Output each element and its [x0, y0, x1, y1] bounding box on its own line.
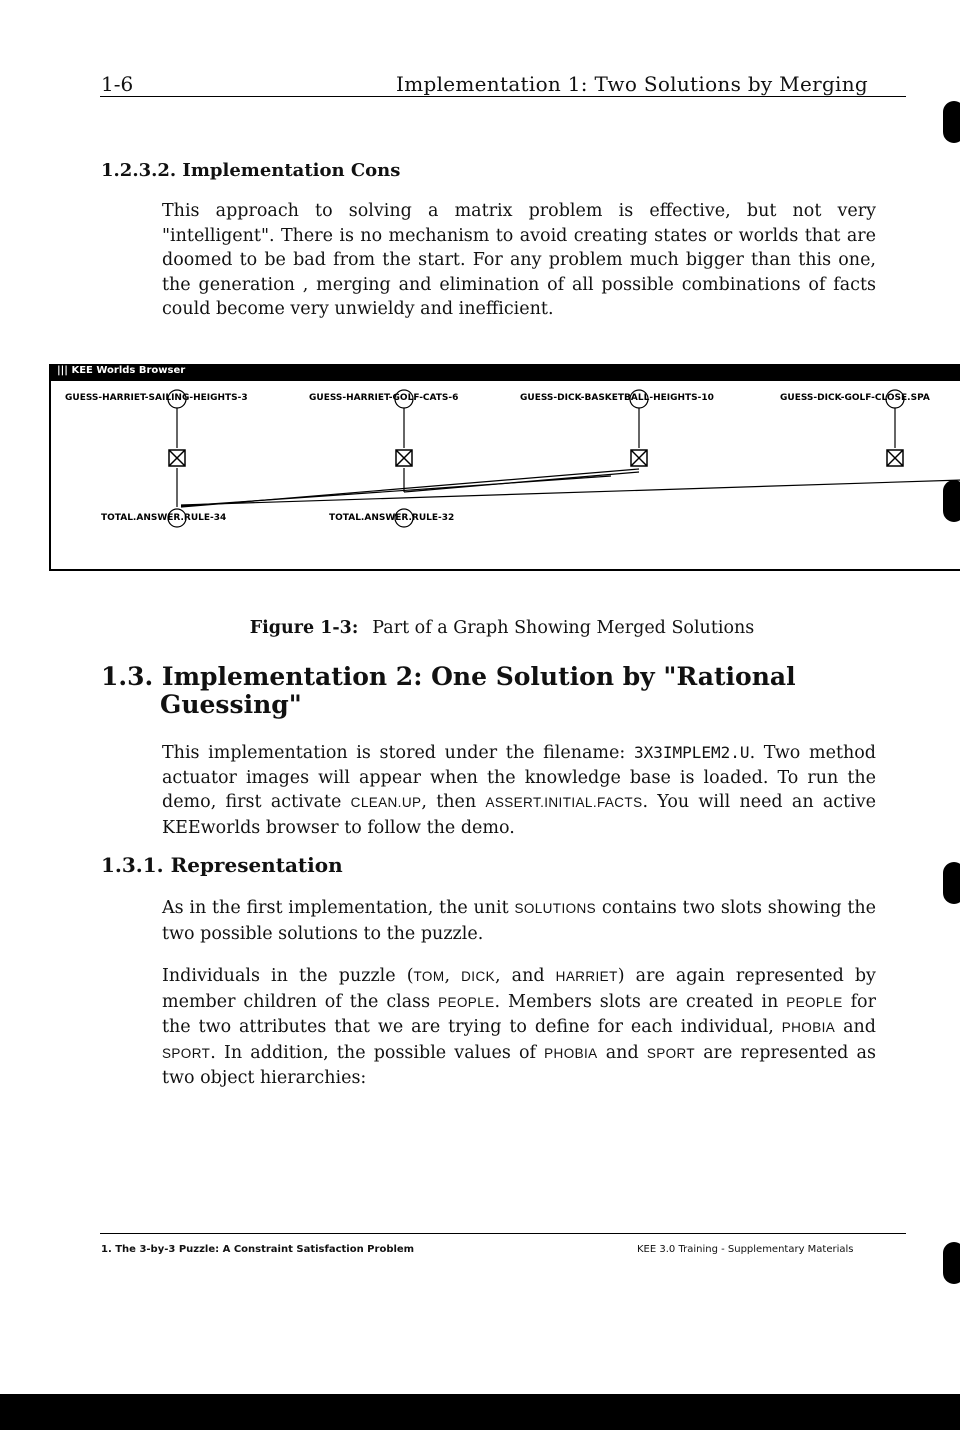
running-title: Implementation 1: Two Solutions by Merging — [396, 72, 869, 96]
world-node[interactable]: TOTAL.ANSWER.RULE-32 — [329, 513, 455, 523]
edge — [181, 480, 960, 505]
punch-hole — [943, 1242, 960, 1284]
method-assert-initial-facts: ASSERT.INITIAL.FACTS — [485, 795, 643, 810]
figure-label: Figure 1-3: — [249, 618, 359, 638]
header-rule — [100, 96, 906, 97]
page-number: 1-6 — [101, 72, 134, 96]
implementation2-paragraph: This implementation is stored under the filename: 3X3IMPLEM2.U. Two method actuator images will appear when the knowledge base is loaded. To run the demo, first activate CLEAN.UP, then ASSERT.INITIAL.FACTS. You will need an active KEEworlds browser to follow the demo. — [162, 743, 876, 838]
world-node[interactable]: TOTAL.ANSWER.RULE-34 — [101, 513, 227, 523]
world-node[interactable]: GUESS-DICK-BASKETBALL-HEIGHTS-10 — [520, 393, 714, 403]
representation-paragraph-2: Individuals in the puzzle (TOM, DICK, and HARRIET) are again represented by member children of the class PEOPLE. Members slots are created in PEOPLE for the two attributes that we are trying to define for each individual, PHOBIA and SPORT. In addition, the possible values of PHOBIA and SPORT are represented as two object hierarchies: — [162, 966, 876, 1088]
figure-caption — [0, 618, 960, 638]
merge-box-icon — [631, 450, 647, 466]
merge-box-icon — [887, 450, 903, 466]
world-node[interactable]: GUESS-HARRIET-GOLF-CATS-6 — [309, 393, 459, 403]
punch-hole — [943, 101, 960, 143]
footer-left: 1. The 3-by-3 Puzzle: A Constraint Satisfaction Problem — [101, 1244, 415, 1255]
scan-bottom-edge — [0, 1394, 960, 1430]
world-node[interactable]: GUESS-HARRIET-SAILING-HEIGHTS-3 — [65, 393, 248, 403]
footer-right: KEE 3.0 Training - Supplementary Materials — [637, 1244, 854, 1255]
section-heading-1232: 1.2.3.2. Implementation Cons — [101, 160, 401, 181]
representation-paragraph-1: As in the first implementation, the unit SOLUTIONS contains two slots showing the two possible solutions to the puzzle. — [162, 898, 876, 944]
edge — [181, 476, 611, 506]
window-title: ||| KEE Worlds Browser — [57, 365, 186, 376]
merge-box-icon — [396, 450, 412, 466]
class-people: PEOPLE — [438, 994, 495, 1010]
world-node[interactable]: GUESS-DICK-GOLF-CLOSE.SPA — [780, 393, 930, 403]
filename: 3X3IMPLEM2.U — [633, 743, 750, 762]
punch-hole — [943, 862, 960, 904]
section-heading-13-cont: Guessing" — [160, 690, 302, 719]
section-heading-131: 1.3.1. Representation — [101, 853, 343, 877]
merge-box-icon — [169, 450, 185, 466]
figure-caption-text: Part of a Graph Showing Merged Solutions — [372, 618, 755, 638]
section-heading-13: 1.3. Implementation 2: One Solution by "Rational — [101, 662, 796, 691]
unit-solutions: SOLUTIONS — [514, 901, 597, 916]
kee-worlds-browser-window — [49, 364, 960, 571]
cons-paragraph: This approach to solving a matrix problem is effective, but not very "intelligent". There is no mechanism to avoid creating states or worlds that are doomed to be bad from the start. For any problem much bigger than this one, the generation , merging and elimination of all possible combinations of facts could become very unwieldy and inefficient. — [162, 201, 876, 319]
footer-rule — [100, 1233, 906, 1234]
method-clean-up: CLEAN.UP — [350, 795, 422, 810]
edge — [404, 472, 639, 492]
